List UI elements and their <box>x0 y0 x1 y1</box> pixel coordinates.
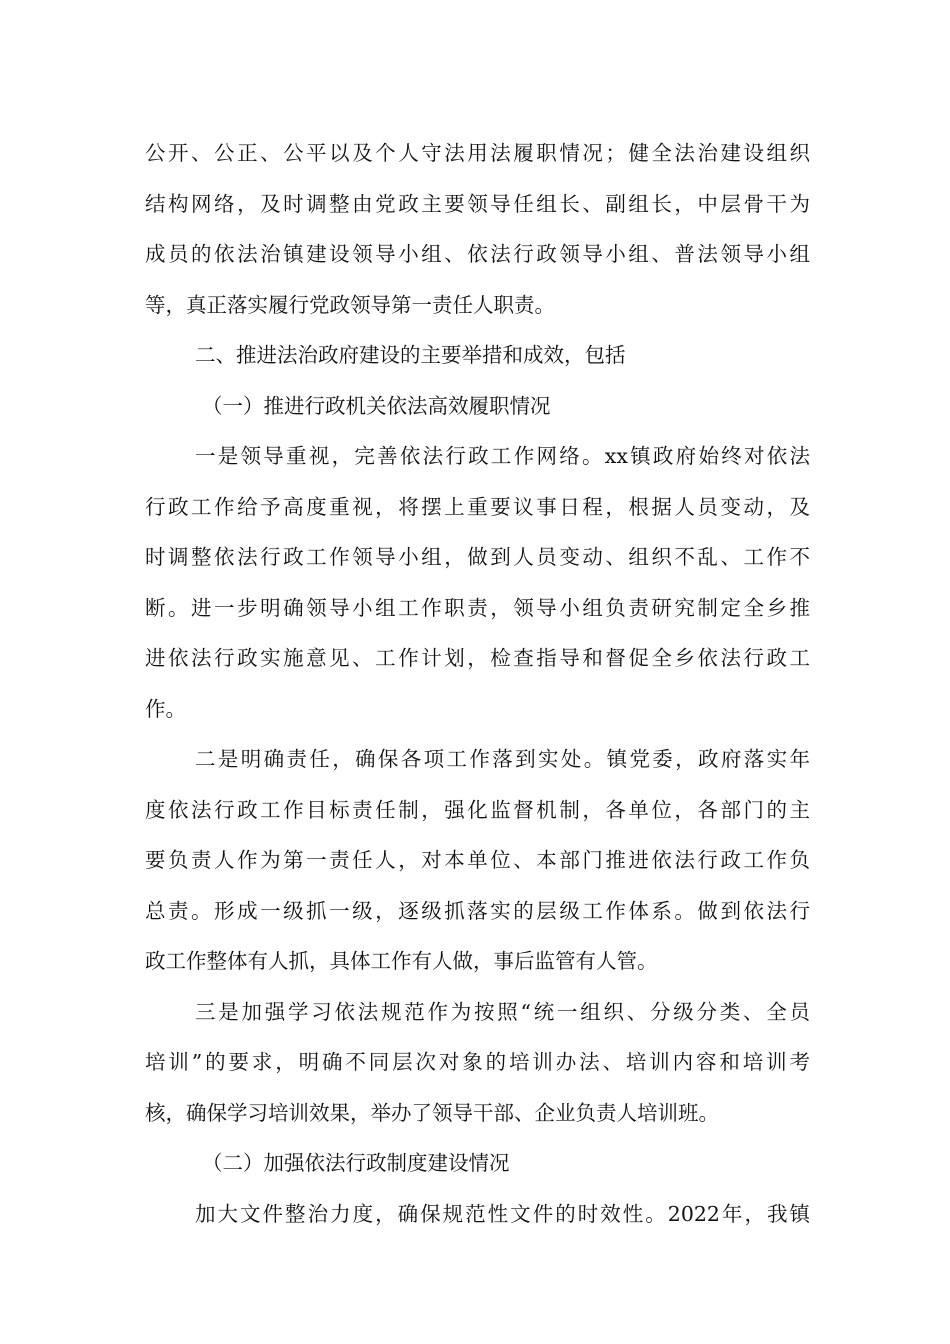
text-line: 成员的依法治镇建设领导小组、依法行政领导小组、普法领导小组 <box>145 242 810 266</box>
paragraph-start-line: 一是领导重视，完善依法行政工作网络。xx镇政府始终对依法 <box>195 444 810 468</box>
paragraph-start-line: 二是明确责任，确保各项工作落到实处。镇党委，政府落实年 <box>195 747 810 771</box>
subsection-heading: （二）加强依法行政制度建设情况 <box>202 1151 510 1175</box>
text-line: 作。 <box>145 696 186 721</box>
subsection-heading: （一）推进行政机关依法高效履职情况 <box>202 393 551 418</box>
document-page <box>145 128 810 1239</box>
text-line: 核，确保学习培训效果，举办了领导干部、企业负责人培训班。 <box>145 1100 719 1125</box>
text-line: 政工作整体有人抓，具体工作有人做，事后监管有人管。 <box>145 949 658 973</box>
text-line: 培训”的要求，明确不同层次对象的培训办法、培训内容和培训考 <box>145 1050 810 1074</box>
text-line: 等，真正落实履行党政领导第一责任人职责。 <box>145 292 555 317</box>
paragraph-start-line: 加大文件整治力度，确保规范性文件的时效性。2022年，我镇 <box>195 1201 810 1226</box>
section-heading: 二、推进法治政府建设的主要举措和成效，包括 <box>195 343 626 367</box>
text-line: 结构网络，及时调整由党政主要领导任组长、副组长，中层骨干为 <box>145 191 810 216</box>
text-line: 度依法行政工作目标责任制，强化监督机制，各单位，各部门的主 <box>145 797 810 822</box>
text-line: 总责。形成一级抓一级，逐级抓落实的层级工作体系。做到依法行 <box>145 898 810 923</box>
text-line: 要负责人作为第一责任人，对本单位、本部门推进依法行政工作负 <box>145 848 810 872</box>
text-line: 行政工作给予高度重视，将摆上重要议事日程，根据人员变动，及 <box>145 494 810 519</box>
paragraph-start-line: 三是加强学习依法规范作为按照“统一组织、分级分类、全员 <box>195 999 810 1024</box>
text-line: 断。进一步明确领导小组工作职责，领导小组负责研究制定全乡推 <box>145 595 810 620</box>
text-line: 进依法行政实施意见、工作计划，检查指导和督促全乡依法行政工 <box>145 646 810 670</box>
text-line: 时调整依法行政工作领导小组，做到人员变动、组织不乱、工作不 <box>145 545 810 569</box>
text-line: 公开、公正、公平以及个人守法用法履职情况；健全法治建设组织 <box>145 141 810 165</box>
